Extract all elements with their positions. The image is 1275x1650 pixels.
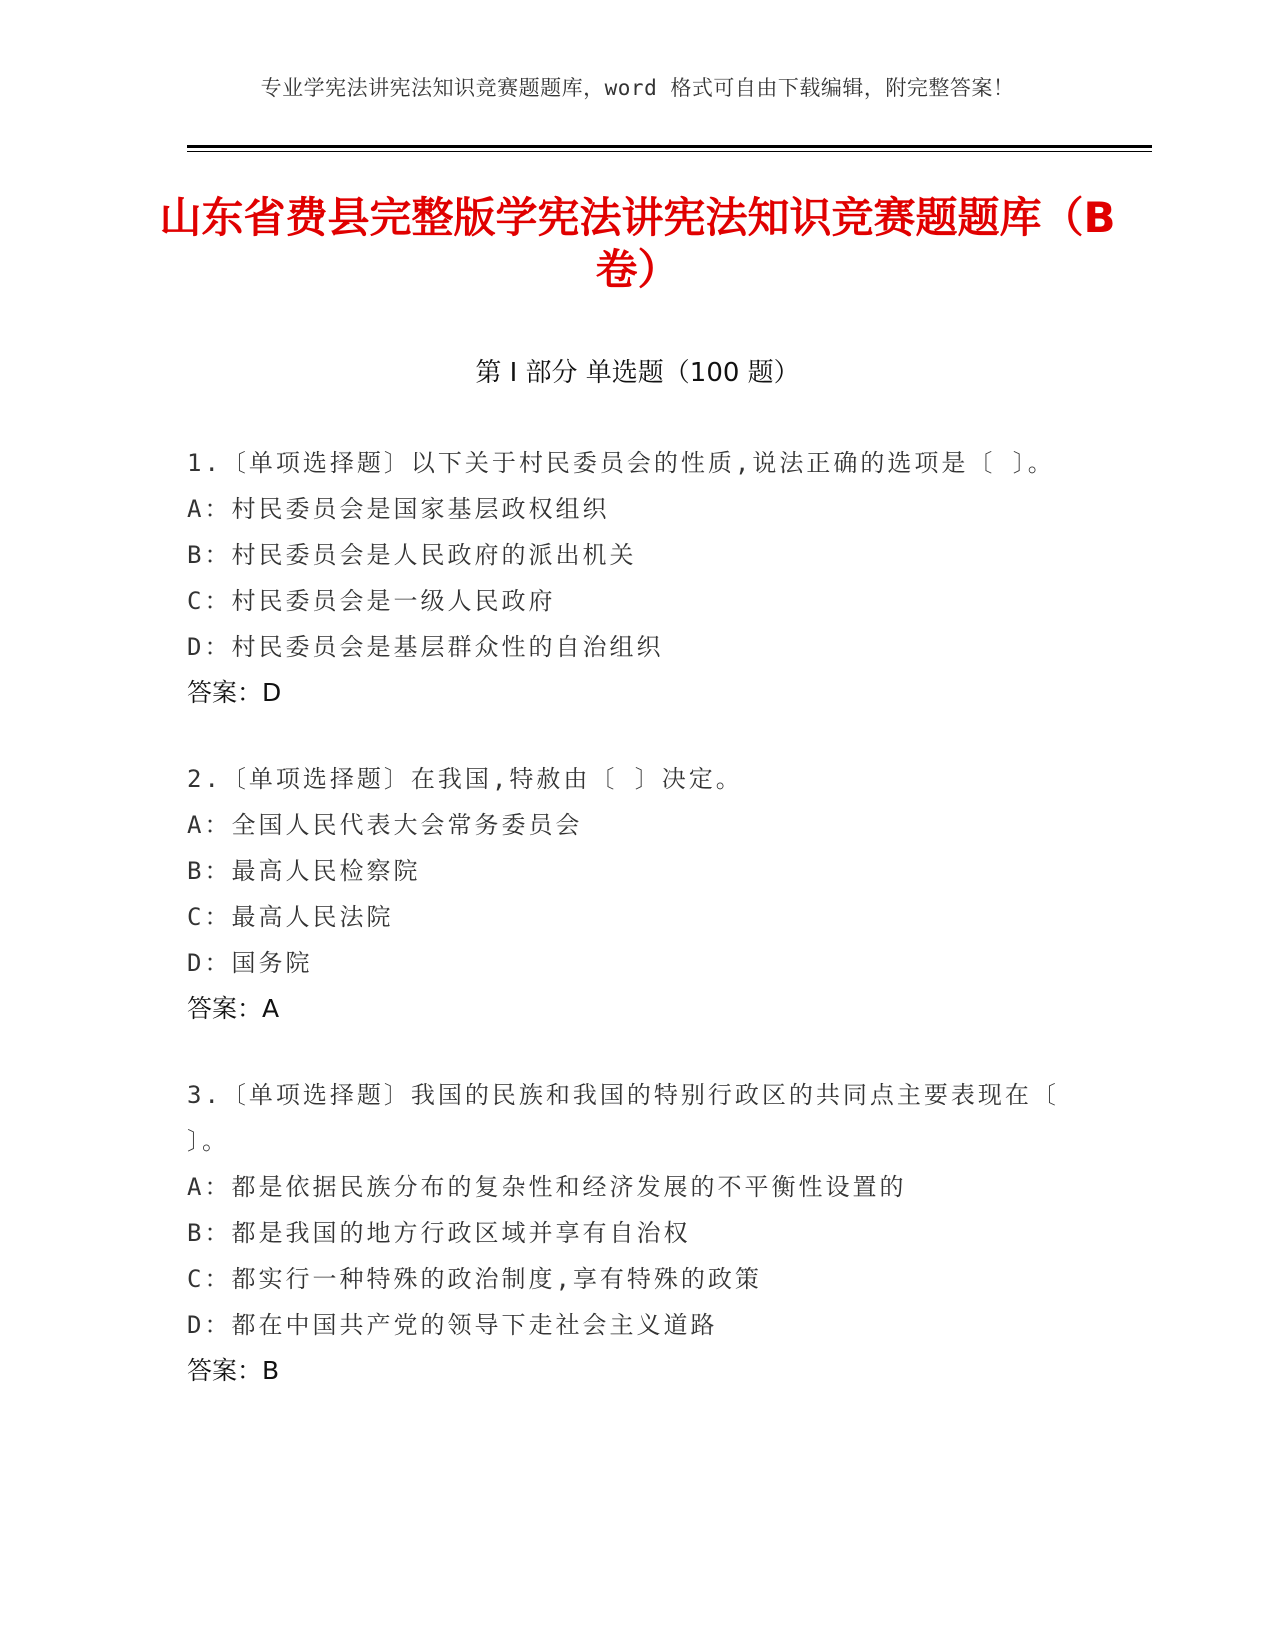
header-note: 专业学宪法讲宪法知识竞赛题题库，word 格式可自由下载编辑，附完整答案！ [260,76,1015,100]
option-c: C：最高人民法院 [187,903,394,931]
question-2 [187,756,1067,1032]
header-rule-thick [187,145,1152,148]
question-stem: 3.〔单项选择题〕我国的民族和我国的特别行政区的共同点主要表现在〔 〕。 [187,1081,1059,1155]
option-a: A：村民委员会是国家基层政权组织 [187,495,610,523]
option-b: B：都是我国的地方行政区域并享有自治权 [187,1219,691,1247]
option-c: C：都实行一种特殊的政治制度,享有特殊的政策 [187,1265,762,1293]
option-b: B：最高人民检察院 [187,857,421,885]
option-a: A：全国人民代表大会常务委员会 [187,811,583,839]
question-stem: 2.〔单项选择题〕在我国,特赦由〔 〕决定。 [187,765,743,793]
question-3 [187,1072,1067,1394]
option-a: A：都是依据民族分布的复杂性和经济发展的不平衡性设置的 [187,1173,907,1201]
option-d: D：国务院 [187,949,313,977]
option-d: D：都在中国共产党的领导下走社会主义道路 [187,1311,718,1339]
answer-line: 答案：B [187,1356,280,1385]
answer-line: 答案：D [187,678,282,707]
question-stem: 1.〔单项选择题〕以下关于村民委员会的性质,说法正确的选项是〔 〕。 [187,449,1055,477]
answer-line: 答案：A [187,994,280,1023]
option-c: C：村民委员会是一级人民政府 [187,587,556,615]
question-1 [187,440,1067,716]
section-title: 第 I 部分 单选题（100 题） [475,358,800,388]
option-d: D：村民委员会是基层群众性的自治组织 [187,633,664,661]
document-title: 山东省费县完整版学宪法讲宪法知识竞赛题题库（B 卷） [159,193,1116,294]
header-rule-thin [187,151,1152,152]
option-b: B：村民委员会是人民政府的派出机关 [187,541,637,569]
question-list [187,440,1067,1434]
